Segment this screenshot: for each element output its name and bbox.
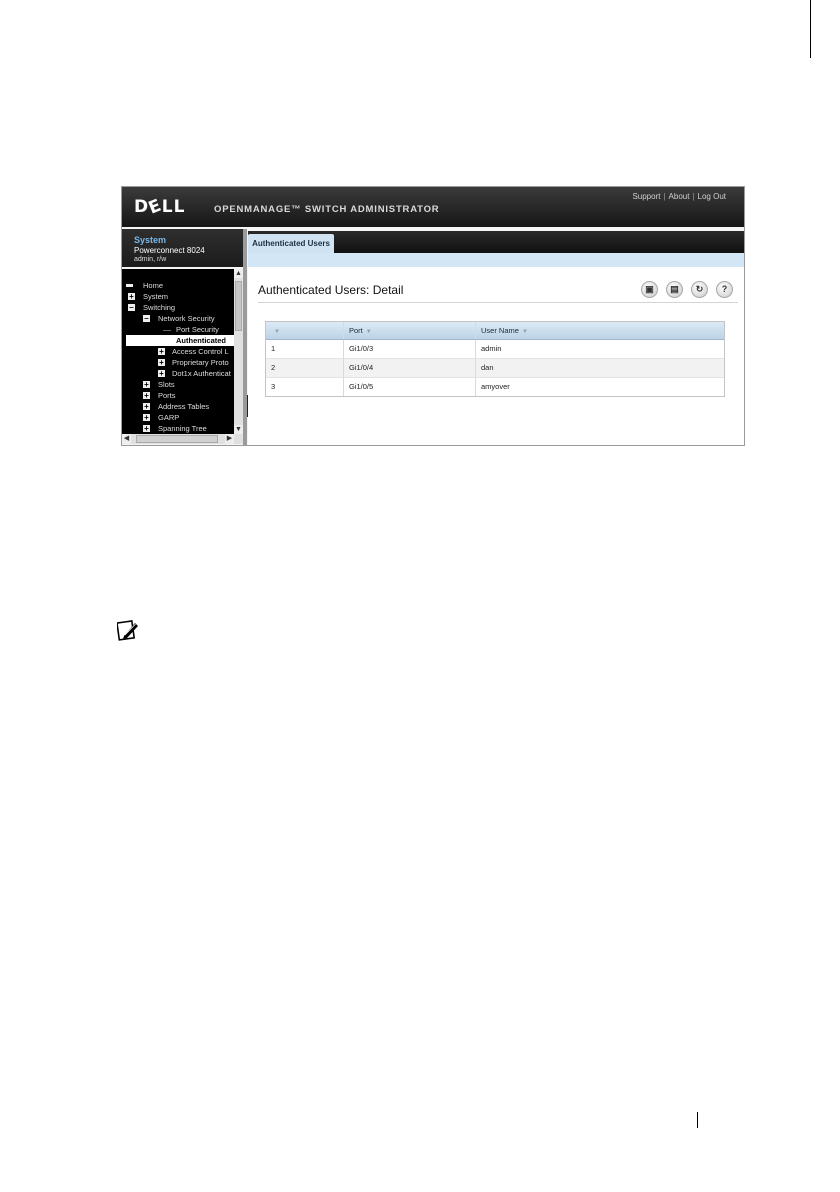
tab-authenticated-users[interactable]: Authenticated Users	[248, 234, 334, 253]
system-panel	[122, 229, 243, 267]
about-link[interactable]: About	[668, 192, 690, 201]
expand-icon[interactable]: +	[144, 391, 149, 400]
collapse-icon[interactable]: –	[129, 303, 134, 312]
sub-toolbar	[248, 253, 744, 267]
expand-icon[interactable]: +	[144, 413, 149, 422]
system-model: Powerconnect 8024	[134, 246, 205, 255]
table-row[interactable]	[266, 359, 724, 378]
system-user: admin, r/w	[134, 256, 167, 263]
tree-item-network-security[interactable]: – Network Security	[144, 314, 215, 323]
help-icon[interactable]: ?	[716, 281, 733, 298]
cell-index: 1	[271, 344, 276, 353]
cell-port: Gi1/0/3	[343, 340, 475, 358]
scroll-down-icon[interactable]: ▼	[235, 426, 242, 433]
sort-icon: ▼	[521, 329, 528, 335]
tree-horizontal-scrollbar[interactable]	[122, 434, 243, 444]
cell-port: Gi1/0/4	[343, 359, 475, 377]
tree-item-slots[interactable]: + Slots	[144, 380, 175, 389]
header-links: Support | About | Log Out	[632, 192, 726, 201]
system-title[interactable]: System	[134, 235, 167, 245]
cell-user-name: admin	[475, 340, 724, 358]
page-title: Authenticated Users: Detail	[258, 283, 404, 297]
authenticated-users-table	[265, 321, 725, 397]
tree-toggle-icon	[126, 284, 133, 287]
log-out-link[interactable]: Log Out	[697, 192, 726, 201]
expand-icon[interactable]: +	[144, 402, 149, 411]
cell-index: 3	[271, 382, 276, 391]
table-row[interactable]	[266, 340, 724, 359]
app-screenshot	[121, 186, 745, 446]
product-name: OPENMANAGE™ SWITCH ADMINISTRATOR	[214, 204, 440, 215]
scroll-right-icon[interactable]: ▶	[226, 435, 233, 442]
table-row[interactable]	[266, 378, 724, 396]
scroll-left-icon[interactable]: ◀	[123, 435, 130, 442]
tab-bar	[248, 231, 744, 253]
cell-port: Gi1/0/5	[343, 378, 475, 396]
tree-vertical-scrollbar[interactable]	[234, 269, 243, 434]
print-icon[interactable]: ▤	[666, 281, 683, 298]
refresh-icon[interactable]: ↻	[691, 281, 708, 298]
sort-icon: ▼	[274, 329, 280, 335]
note-pencil-icon	[117, 619, 139, 641]
column-header-index[interactable]	[271, 322, 339, 339]
tree-item-home[interactable]: Home	[126, 280, 234, 291]
tree-item-dot1x[interactable]: + Dot1x Authenticat	[159, 369, 231, 378]
tree-item-address-tables[interactable]: + Address Tables	[144, 402, 210, 411]
main-content	[248, 267, 744, 445]
tree-item-proprietary[interactable]: + Proprietary Proto	[159, 358, 229, 367]
column-header-user-name[interactable]: User Name ▼	[475, 322, 724, 339]
tree-item-garp[interactable]: + GARP	[144, 413, 180, 422]
save-icon[interactable]: ▣	[641, 281, 658, 298]
tree-item-system[interactable]: + System	[129, 292, 169, 301]
column-header-port[interactable]: Port ▼	[343, 322, 475, 339]
page-rule-top	[810, 0, 811, 58]
tree-item-port-security[interactable]: Port Security	[176, 325, 219, 334]
navigation-tree	[122, 269, 234, 434]
tree-item-switching[interactable]: – Switching	[129, 303, 176, 312]
page-rule-bottom	[697, 1112, 698, 1128]
expand-icon[interactable]: +	[159, 347, 164, 356]
expand-icon[interactable]: +	[129, 292, 134, 301]
tree-item-ports[interactable]: + Ports	[144, 391, 176, 400]
tree-item-spanning-tree[interactable]: + Spanning Tree	[144, 424, 207, 433]
expand-icon[interactable]: +	[144, 424, 149, 433]
dell-logo: DELL	[134, 195, 186, 219]
scroll-up-icon[interactable]: ▲	[235, 270, 242, 277]
tree-item-access-control[interactable]: + Access Control L	[159, 347, 229, 356]
expand-icon[interactable]: +	[144, 380, 149, 389]
app-header	[122, 187, 744, 227]
cell-user-name: dan	[475, 359, 724, 377]
expand-icon[interactable]: +	[159, 369, 164, 378]
collapse-icon[interactable]: –	[144, 314, 149, 323]
cell-user-name: amyover	[475, 378, 724, 396]
title-divider	[258, 302, 738, 303]
support-link[interactable]: Support	[632, 192, 661, 201]
expand-icon[interactable]: +	[159, 358, 164, 367]
sort-icon: ▼	[365, 329, 372, 335]
scroll-thumb[interactable]	[235, 281, 242, 331]
table-header	[266, 322, 724, 340]
scroll-thumb[interactable]	[136, 435, 218, 443]
tree-item-authenticated[interactable]: Authenticated	[126, 335, 234, 346]
cell-index: 2	[271, 363, 276, 372]
